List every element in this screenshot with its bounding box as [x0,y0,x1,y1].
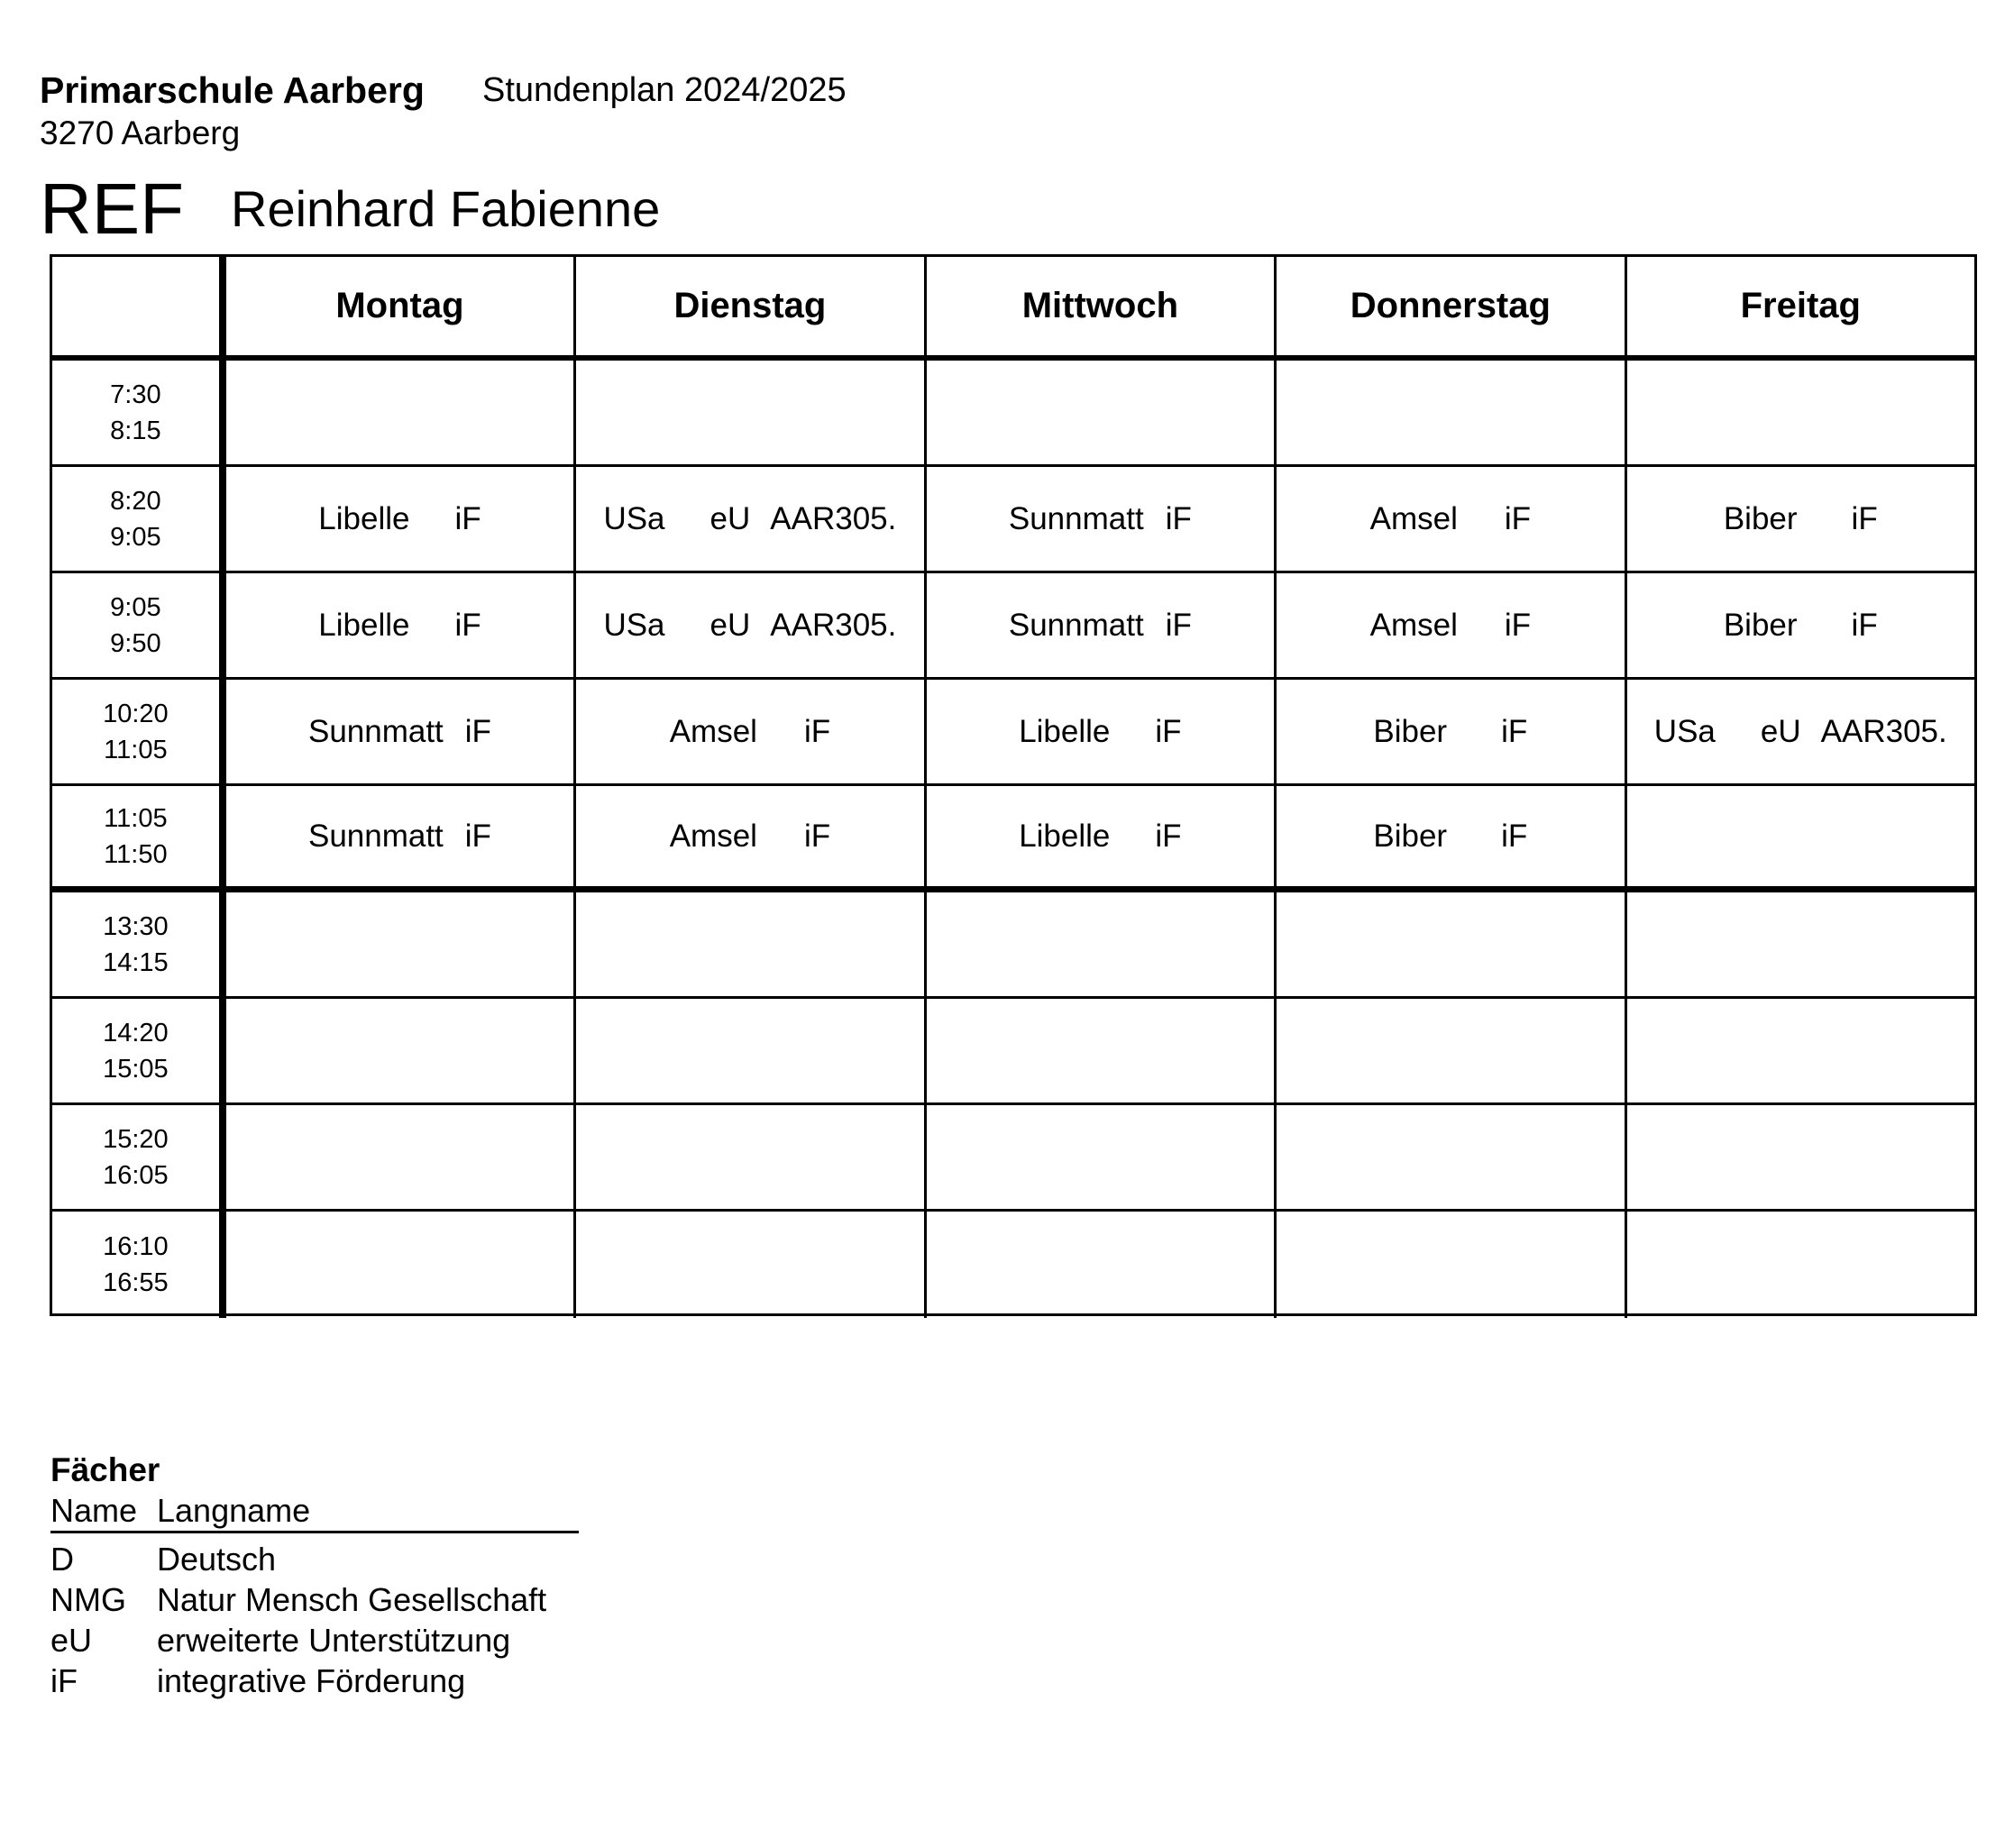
lesson-group: Libelle [1019,713,1111,749]
lesson-cell [924,573,1274,677]
period-start-time: 13:30 [103,911,169,941]
period-time-cell [52,892,224,996]
lesson-cell [224,786,573,886]
legend-entry [50,1579,579,1620]
period-end-time: 16:05 [103,1160,169,1190]
period-start-time: 16:10 [103,1232,169,1261]
lesson-group: Biber [1723,500,1798,536]
empty-cell [924,999,1274,1102]
lesson-entry [603,608,896,644]
lesson-cell [1625,573,1974,677]
lesson-entry [318,608,481,644]
period-start-time: 7:30 [110,380,161,409]
lesson-cell [573,573,923,677]
day-header-label: Freitag [1740,286,1861,325]
lesson-group: Biber [1723,607,1798,643]
lesson-subject: iF [1165,607,1192,643]
lesson-entry [1373,714,1527,750]
legend-entry-longname: erweiterte Unterstützung [157,1622,511,1659]
period-end-time: 9:05 [110,522,161,552]
lesson-subject: eU [709,500,751,536]
period-time [103,1015,169,1087]
lesson-subject: iF [1165,500,1192,536]
lesson-room: AAR305. [1820,713,1947,749]
period-time-cell [52,573,224,677]
period-end-time: 11:05 [104,735,168,764]
lesson-subject: iF [464,713,491,749]
empty-cell [1625,1212,1974,1318]
period-time [110,377,160,449]
empty-cell [224,1105,573,1209]
legend-entry-name: D [50,1541,74,1578]
period-end-time: 11:50 [104,839,168,869]
empty-cell [1274,999,1624,1102]
lesson-cell [1274,786,1624,886]
timetable-row [52,1105,1974,1212]
lesson-entry [1009,608,1192,644]
lesson-group: Sunnmatt [1008,500,1144,536]
empty-cell [224,892,573,996]
subject-legend [50,1450,579,1701]
lesson-subject: iF [1504,500,1532,536]
lesson-cell [224,573,573,677]
empty-cell [1274,1212,1624,1318]
teacher-code: REF [40,169,184,249]
timetable [50,254,1977,1316]
lesson-entry [603,501,896,537]
school-name: Primarschule Aarberg [40,69,425,111]
lesson-subject: iF [803,818,831,854]
period-end-time: 8:15 [110,416,161,445]
lesson-cell [224,467,573,571]
empty-cell [1625,999,1974,1102]
day-header-montag [224,257,573,355]
period-end-time: 14:15 [103,947,169,977]
plan-title: Stundenplan 2024/2025 [482,71,847,109]
lesson-group: Biber [1373,818,1448,854]
period-end-time: 15:05 [103,1054,169,1084]
period-time [103,696,169,768]
lesson-cell [924,786,1274,886]
empty-cell [1274,361,1624,464]
lesson-cell [1625,467,1974,571]
empty-cell [224,361,573,464]
legend-col-longname: Langname [157,1492,311,1529]
lesson-entry [1009,501,1192,537]
timetable-row [52,892,1974,999]
legend-header [50,1491,579,1533]
empty-cell [224,999,573,1102]
legend-entry-name: iF [50,1662,78,1699]
period-time [103,909,169,981]
lesson-cell [924,467,1274,571]
lesson-subject: iF [1501,713,1528,749]
legend-rows [50,1539,579,1701]
lesson-group: Amsel [1369,607,1458,643]
lesson-subject: iF [1851,500,1878,536]
legend-entry [50,1660,579,1701]
period-time-cell [52,467,224,571]
lesson-group: Sunnmatt [307,818,444,854]
empty-cell [1625,1105,1974,1209]
legend-col-name: Name [50,1492,138,1529]
period-end-time: 16:55 [103,1268,169,1297]
day-header-freitag [1625,257,1974,355]
period-time-cell [52,999,224,1102]
lesson-entry [1370,608,1531,644]
lesson-subject: eU [1760,713,1801,749]
empty-cell [924,361,1274,464]
day-header-label: Dienstag [673,286,827,325]
empty-cell [573,1105,923,1209]
lesson-entry [670,714,830,750]
lesson-subject: iF [454,607,481,643]
day-header-label: Donnerstag [1350,286,1551,325]
timetable-corner-cell [52,257,224,355]
day-header-label: Mittwoch [1021,286,1179,325]
empty-cell [573,892,923,996]
period-time [110,483,160,555]
period-time [110,590,160,662]
empty-cell [224,1212,573,1318]
lesson-group: Amsel [1369,500,1458,536]
period-start-time: 8:20 [110,486,161,516]
lesson-entry [1373,819,1527,855]
lesson-entry [318,501,481,537]
lesson-entry [1724,608,1878,644]
legend-entry-longname: integrative Förderung [157,1662,466,1699]
day-header-label: Montag [335,286,464,325]
lesson-cell [224,680,573,783]
lesson-subject: iF [1501,818,1528,854]
legend-entry-longname: Natur Mensch Gesellschaft [157,1581,547,1618]
empty-cell [924,1105,1274,1209]
period-time-cell [52,786,224,886]
school-address: 3270 Aarberg [40,114,241,151]
lesson-entry [1654,714,1947,750]
empty-cell [924,892,1274,996]
lesson-group: USa [1653,713,1716,749]
empty-cell [1274,1105,1624,1209]
period-start-time: 14:20 [103,1018,169,1048]
period-time-cell [52,361,224,464]
timetable-header-row [52,257,1974,361]
teacher-name: Reinhard Fabienne [231,180,661,237]
day-header-donnerstag [1274,257,1624,355]
legend-entry-name: eU [50,1622,93,1659]
lesson-group: Amsel [669,818,757,854]
empty-cell [573,361,923,464]
period-time [103,1121,169,1194]
empty-cell [924,1212,1274,1318]
day-header-dienstag [573,257,923,355]
legend-entry-name: NMG [50,1581,126,1618]
empty-cell [573,999,923,1102]
legend-entry [50,1620,579,1660]
lesson-subject: iF [454,500,481,536]
timetable-row [52,1212,1974,1318]
empty-cell [1625,786,1974,886]
timetable-row [52,999,1974,1105]
lesson-entry [1370,501,1531,537]
lesson-subject: iF [1155,713,1182,749]
period-time-cell [52,1105,224,1209]
lesson-group: Libelle [318,607,410,643]
period-time-cell [52,680,224,783]
empty-cell [1625,361,1974,464]
lesson-cell [924,680,1274,783]
lesson-subject: iF [464,818,491,854]
lesson-entry [1019,819,1181,855]
lesson-group: USa [603,607,665,643]
lesson-entry [1019,714,1181,750]
lesson-room: AAR305. [770,607,897,643]
lesson-group: Sunnmatt [1008,607,1144,643]
timetable-row [52,467,1974,573]
timetable-row [52,573,1974,680]
lesson-group: Libelle [1019,818,1111,854]
lesson-group: Biber [1373,713,1448,749]
legend-entry-longname: Deutsch [157,1541,277,1578]
period-end-time: 9:50 [110,628,161,658]
empty-cell [1625,892,1974,996]
lesson-group: Libelle [318,500,410,536]
period-start-time: 9:05 [110,592,161,622]
lesson-subject: iF [1851,607,1878,643]
lesson-cell [573,680,923,783]
lesson-subject: eU [709,607,751,643]
period-time-cell [52,1212,224,1318]
period-start-time: 15:20 [103,1124,169,1154]
lesson-subject: iF [1155,818,1182,854]
empty-cell [1274,892,1624,996]
lesson-group: Amsel [669,713,757,749]
timetable-row [52,786,1974,892]
lesson-cell [1274,467,1624,571]
period-start-time: 11:05 [104,803,168,833]
lesson-subject: iF [1504,607,1532,643]
period-time [104,800,167,873]
lesson-cell [1274,573,1624,677]
legend-entry [50,1539,579,1579]
timetable-row [52,361,1974,467]
period-time [103,1229,169,1301]
lesson-room: AAR305. [770,500,897,536]
lesson-cell [1274,680,1624,783]
lesson-group: USa [603,500,665,536]
empty-cell [573,1212,923,1318]
lesson-entry [308,819,491,855]
lesson-entry [308,714,491,750]
lesson-subject: iF [803,713,831,749]
day-header-mittwoch [924,257,1274,355]
timetable-row [52,680,1974,786]
lesson-group: Sunnmatt [307,713,444,749]
lesson-entry [670,819,830,855]
period-start-time: 10:20 [103,699,169,728]
legend-title: Fächer [50,1451,160,1488]
lesson-cell [573,786,923,886]
lesson-entry [1724,501,1878,537]
lesson-cell [1625,680,1974,783]
lesson-cell [573,467,923,571]
